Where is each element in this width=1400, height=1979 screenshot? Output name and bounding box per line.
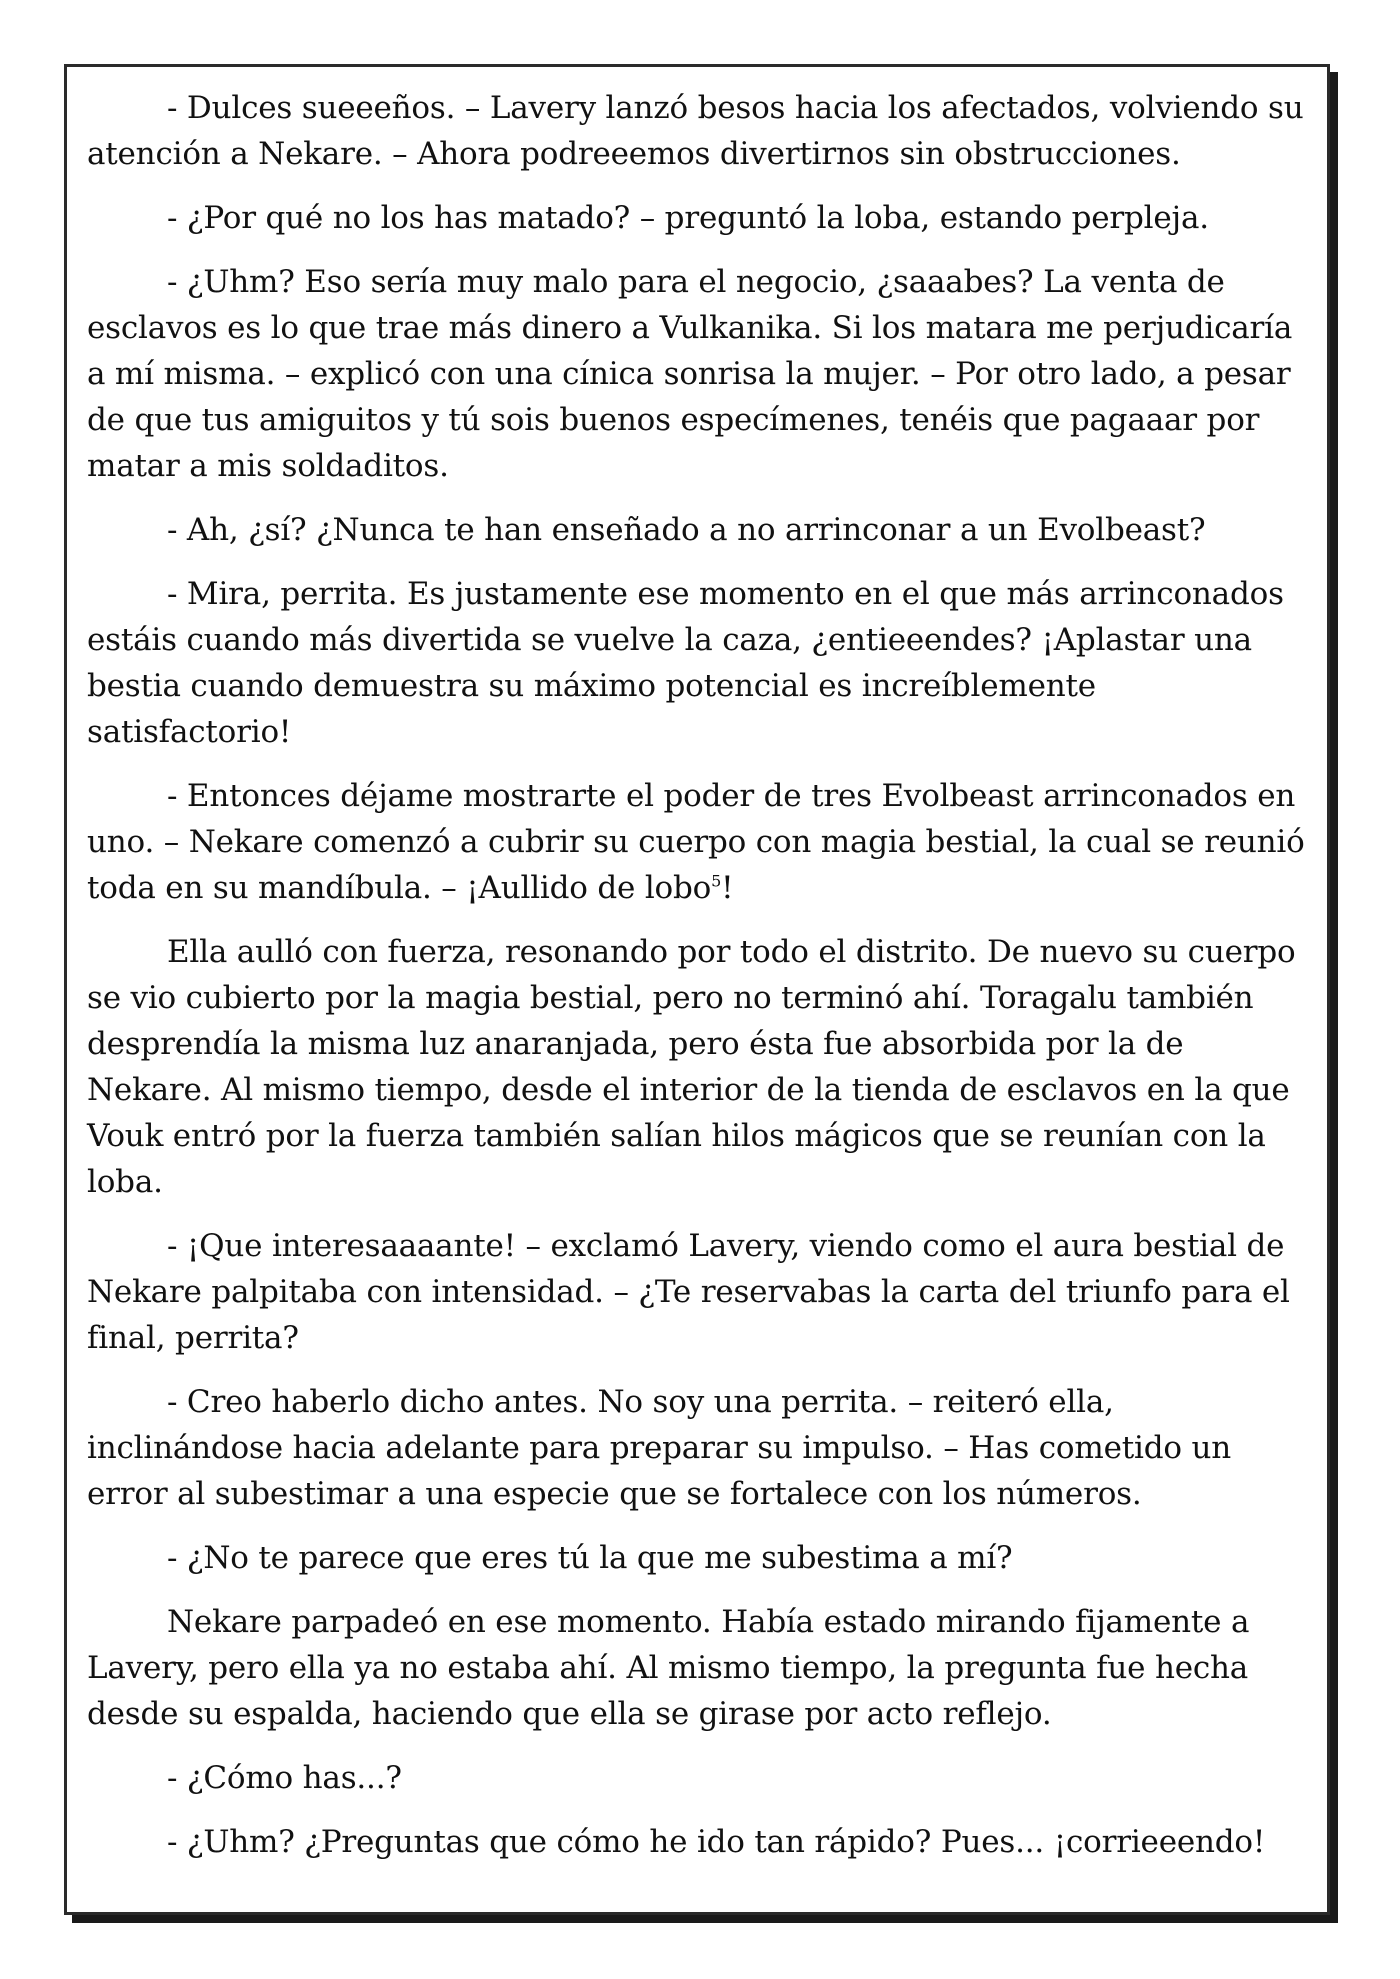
page-frame: [64, 64, 1330, 1915]
paragraph-1: - Dulces sueeeños. – Lavery lanzó besos hacia los afectados, volviendo su atención a Nekare. – Ahora podreeemos divertirnos sin obstrucciones.: [87, 90, 1304, 172]
paragraph-10: - ¿No te parece que eres tú la que me subestima a mí?: [167, 1540, 1013, 1576]
paragraph-3: - ¿Uhm? Eso sería muy malo para el negocio, ¿saaabes? La venta de esclavos es lo que trae más dinero a Vulkanika. Si los matara me perjudicaría a mí misma. – explicó con una cínica sonrisa la mujer. – Por otro lado, a pesar de que tus amiguitos y tú sois buenos especímenes, tenéis que pagaaar por matar a mis soldaditos.: [87, 264, 1293, 484]
paragraph-6: [87, 773, 1305, 911]
paragraph-13: - ¿Uhm? ¿Preguntas que cómo he ido tan rápido? Pues... ¡corrieeendo!: [167, 1824, 1266, 1860]
paragraph-4: - Ah, ¿sí? ¿Nunca te han enseñado a no arrinconar a un Evolbeast?: [167, 512, 1206, 548]
paragraph-5: - Mira, perrita. Es justamente ese momento en el que más arrinconados estáis cuando más divertida se vuelve la caza, ¿entieeendes? ¡Aplastar una bestia cuando demuestra su máximo potencial es increíblemente satisfactorio!: [87, 576, 1284, 750]
paragraph-6-end: !: [721, 870, 734, 906]
paragraph-6-text: - Entonces déjame mostrarte el poder de tres Evolbeast arrinconados en uno. – Nekare comenzó a cubrir su cuerpo con magia bestial, la cual se reunió toda en su mandíbula. – ¡Aullido de lobo: [87, 778, 1305, 906]
paragraph-9: - Creo haberlo dicho antes. No soy una perrita. – reiteró ella, inclinándose hacia adelante para preparar su impulso. – Has cometido un error al subestimar a una especie que se fortalece con los números.: [87, 1384, 1232, 1512]
paragraph-8: - ¡Que interesaaaante! – exclamó Lavery, viendo como el aura bestial de Nekare palpitaba con intensidad. – ¿Te reservabas la carta del triunfo para el final, perrita?: [87, 1228, 1290, 1356]
paragraph-7: Ella aulló con fuerza, resonando por todo el distrito. De nuevo su cuerpo se vio cubierto por la magia bestial, pero no terminó ahí. Toragalu también desprendía la misma luz anaranjada, pero ésta fue absorbida por la de Nekare. Al mismo tiempo, desde el interior de la tienda de esclavos en la que Vouk entró por la fuerza también salían hilos mágicos que se reunían con la loba.: [87, 934, 1296, 1200]
paragraph-11: Nekare parpadeó en ese momento. Había estado mirando fijamente a Lavery, pero ella ya no estaba ahí. Al mismo tiempo, la pregunta fue hecha desde su espalda, haciendo que ella se girase por acto reflejo.: [87, 1604, 1250, 1732]
paragraph-12: - ¿Cómo has...?: [167, 1760, 402, 1796]
footnote-marker: 5: [711, 871, 722, 891]
story-text: [87, 85, 1305, 1883]
paragraph-2: - ¿Por qué no los has matado? – preguntó la loba, estando perpleja.: [167, 200, 1209, 236]
